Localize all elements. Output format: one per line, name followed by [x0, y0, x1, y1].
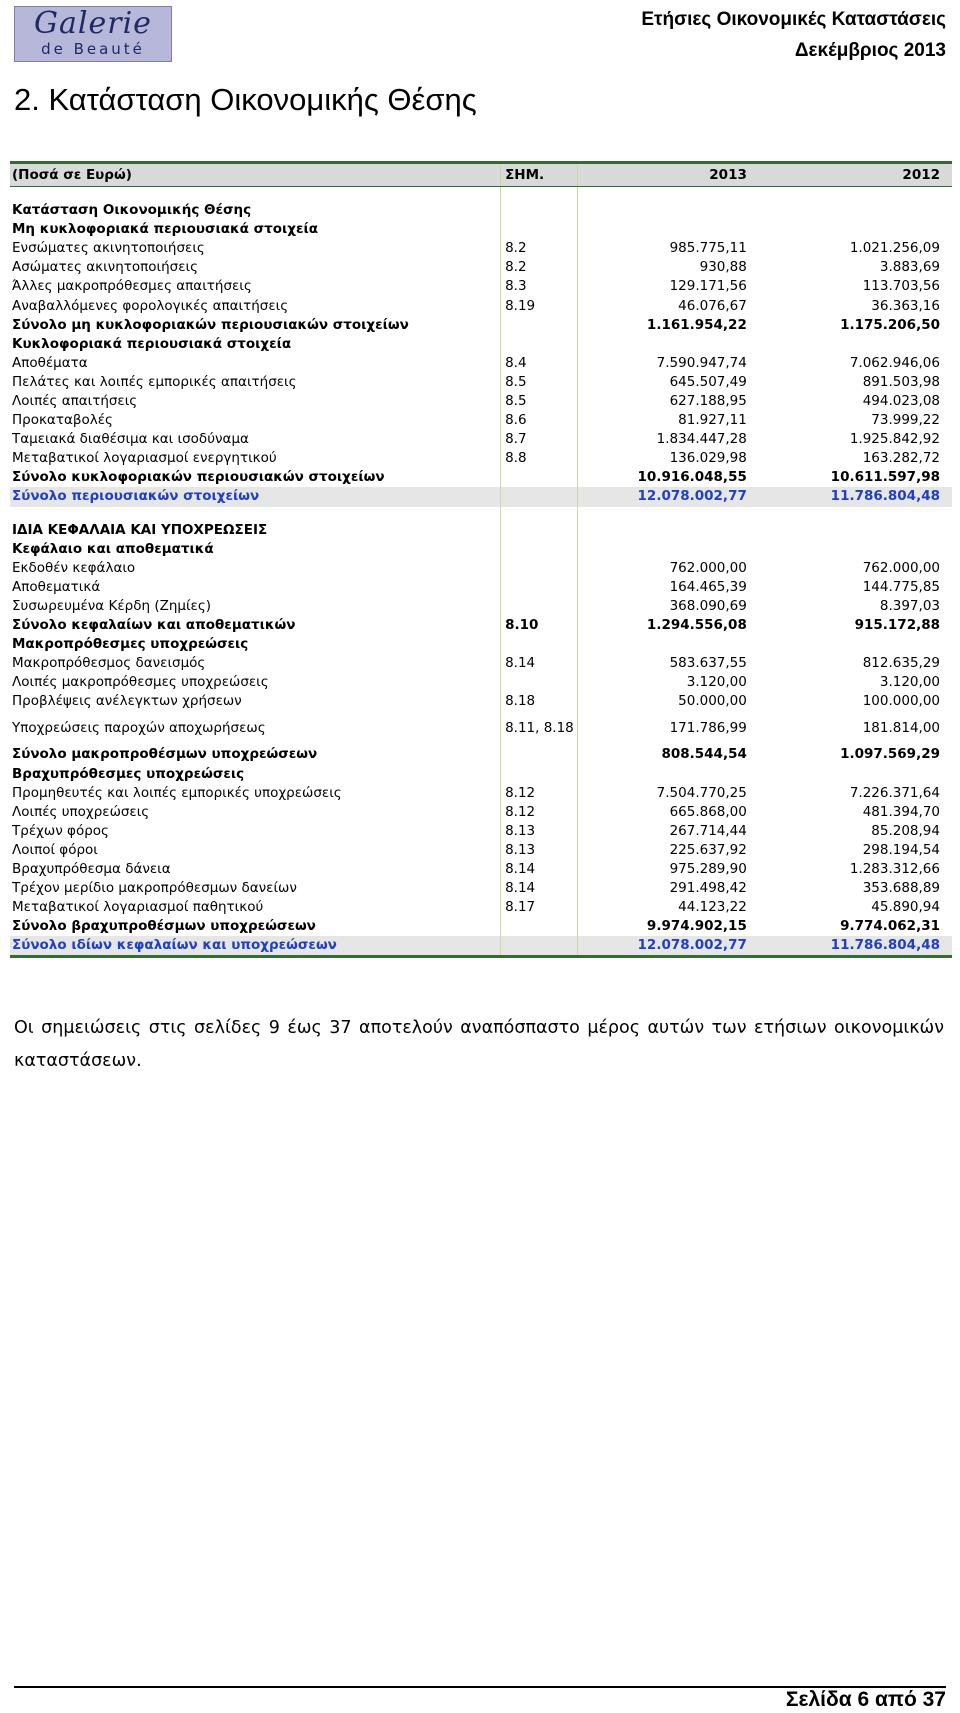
row-note	[501, 540, 578, 559]
header-year-2012: 2012	[759, 163, 952, 187]
section-title: 2. Κατάσταση Οικονομικής Θέσης	[14, 82, 477, 117]
row-value-2013: 44.123,22	[678, 899, 747, 916]
row-value-2012: 481.394,70	[862, 803, 940, 820]
row-value-2013: 930,88	[699, 259, 747, 276]
row-value-2012: 1.175.206,50	[840, 316, 940, 333]
row-note: 8.10	[501, 616, 578, 635]
table-row	[10, 803, 952, 822]
table-row	[10, 258, 952, 277]
row-value-2013: 291.498,42	[669, 880, 747, 897]
row-label: Πελάτες και λοιπές εμπορικές απαιτήσεις	[12, 373, 297, 390]
row-note: 8.13	[501, 822, 578, 841]
row-value-2013: 627.188,95	[669, 392, 747, 409]
table-row	[10, 936, 952, 957]
table-row	[10, 468, 952, 487]
row-value-2013	[577, 220, 758, 239]
table-row	[10, 354, 952, 373]
row-value-2013: 12.078.002,77	[577, 936, 758, 957]
row-label: Βραχυπρόθεσμες υποχρεώσεις	[12, 765, 245, 782]
row-note: 8.13	[501, 841, 578, 860]
row-note	[501, 765, 578, 784]
row-label: Σύνολο μη κυκλοφοριακών περιουσιακών στοιχείων	[12, 316, 409, 333]
logo-line2: de Beauté	[41, 40, 145, 58]
table-row	[10, 822, 952, 841]
row-value-2013: 1.161.954,22	[646, 316, 747, 333]
table-row	[10, 616, 952, 635]
row-value-2012	[759, 521, 952, 540]
row-label: Σύνολο βραχυπροθέσμων υποχρεώσεων	[12, 918, 316, 935]
row-value-2012	[759, 335, 952, 354]
row-value-2013: 129.171,56	[669, 278, 747, 295]
row-label: Λοιπές μακροπρόθεσμες υποχρεώσεις	[12, 674, 269, 691]
row-label: Τρέχον μερίδιο μακροπρόθεσμων δανείων	[12, 880, 297, 897]
row-value-2012: 915.172,88	[854, 617, 940, 634]
row-value-2012: 1.021.256,09	[849, 240, 940, 257]
row-note: 8.11, 8.18	[501, 711, 578, 745]
table-row	[10, 540, 952, 559]
footnote: Οι σημειώσεις στις σελίδες 9 έως 37 αποτελούν αναπόσπαστο μέρος αυτών των ετήσιων οικονομικών καταστάσεων.	[14, 1018, 944, 1071]
row-label: Λοιποί φόροι	[12, 841, 98, 858]
table-row	[10, 597, 952, 616]
spacer-row	[10, 187, 952, 202]
row-value-2012: 113.703,56	[862, 278, 940, 295]
row-note: 8.19	[501, 296, 578, 315]
row-label: Μεταβατικοί λογαριασμοί ενεργητικού	[12, 450, 277, 467]
row-note: 8.6	[501, 411, 578, 430]
row-value-2012: 762.000,00	[862, 559, 940, 576]
row-value-2012: 11.786.804,48	[759, 936, 952, 957]
row-value-2012: 298.194,54	[862, 841, 940, 858]
table-row	[10, 335, 952, 354]
table-row	[10, 521, 952, 540]
row-value-2013	[577, 765, 758, 784]
row-value-2013	[577, 635, 758, 654]
row-value-2013	[577, 335, 758, 354]
row-value-2013	[577, 540, 758, 559]
row-note: 8.5	[501, 373, 578, 392]
row-label: Σύνολο μακροπροθέσμων υποχρεώσεων	[12, 746, 318, 763]
logo-line1: Galerie	[34, 6, 152, 41]
table-row	[10, 917, 952, 936]
row-value-2012	[759, 220, 952, 239]
row-note: 8.14	[501, 879, 578, 898]
row-note	[501, 316, 578, 335]
row-label: Προκαταβολές	[12, 412, 113, 429]
row-value-2012	[759, 635, 952, 654]
row-value-2012: 10.611.597,98	[830, 469, 940, 486]
table-row	[10, 239, 952, 258]
row-value-2013: 762.000,00	[669, 559, 747, 576]
row-value-2013: 50.000,00	[678, 693, 747, 710]
row-value-2012: 1.097.569,29	[840, 746, 940, 763]
row-label: Λοιπές απαιτήσεις	[12, 392, 138, 409]
row-note	[501, 635, 578, 654]
row-note: 8.5	[501, 392, 578, 411]
row-label: Υποχρεώσεις παροχών αποχωρήσεως	[12, 719, 266, 736]
row-value-2013: 225.637,92	[669, 841, 747, 858]
row-label: Μακροπρόθεσμος δανεισμός	[12, 655, 206, 672]
row-note: 8.3	[501, 277, 578, 296]
row-value-2012: 7.226.371,64	[849, 784, 940, 801]
row-value-2013: 81.927,11	[678, 412, 747, 429]
table-row	[10, 411, 952, 430]
table-row	[10, 692, 952, 711]
financial-position-table	[10, 161, 952, 958]
table-row	[10, 277, 952, 296]
row-label: Κατάσταση Οικονομικής Θέσης	[12, 202, 252, 219]
document-title: Ετήσιες Οικονομικές Καταστάσεις	[641, 9, 946, 30]
row-note	[501, 468, 578, 487]
row-value-2013: 975.289,90	[669, 861, 747, 878]
document-date: Δεκέμβριος 2013	[794, 40, 946, 61]
row-value-2013: 164.465,39	[669, 578, 747, 595]
row-note	[501, 220, 578, 239]
table-row	[10, 841, 952, 860]
table-row	[10, 654, 952, 673]
document-header	[641, 4, 946, 66]
row-note: 8.2	[501, 239, 578, 258]
row-value-2013: 12.078.002,77	[577, 487, 758, 506]
row-label: Βραχυπρόθεσμα δάνεια	[12, 861, 171, 878]
row-label: Σύνολο ιδίων κεφαλαίων και υποχρεώσεων	[10, 936, 501, 957]
row-value-2013: 136.029,98	[669, 450, 747, 467]
row-label: Λοιπές υποχρεώσεις	[12, 803, 150, 820]
row-label: Σύνολο περιουσιακών στοιχείων	[10, 487, 501, 506]
table-row	[10, 765, 952, 784]
row-label: Κεφάλαιο και αποθεματικά	[12, 540, 214, 557]
table-header-row	[10, 163, 952, 187]
row-value-2012: 8.397,03	[879, 597, 940, 614]
header-amounts-label: (Ποσά σε Ευρώ)	[10, 163, 501, 187]
row-label: Άλλες μακροπρόθεσμες απαιτήσεις	[12, 278, 252, 295]
table-row	[10, 201, 952, 220]
row-value-2012: 1.925.842,92	[849, 431, 940, 448]
table-row	[10, 373, 952, 392]
table-row	[10, 559, 952, 578]
row-value-2012: 3.883,69	[879, 259, 940, 276]
row-value-2012: 812.635,29	[862, 655, 940, 672]
row-label: Μη κυκλοφοριακά περιουσιακά στοιχεία	[12, 221, 319, 238]
row-value-2012: 494.023,08	[862, 392, 940, 409]
row-value-2013: 9.974.902,15	[646, 918, 747, 935]
table-row	[10, 316, 952, 335]
row-label: Σύνολο κεφαλαίων και αποθεματικών	[12, 617, 296, 634]
row-value-2012: 11.786.804,48	[759, 487, 952, 506]
row-value-2013: 10.916.048,55	[637, 469, 747, 486]
table-row	[10, 578, 952, 597]
row-note	[501, 521, 578, 540]
row-value-2013: 645.507,49	[669, 373, 747, 390]
row-label: Σύνολο κυκλοφοριακών περιουσιακών στοιχείων	[12, 469, 385, 486]
row-note	[501, 673, 578, 692]
row-note	[501, 917, 578, 936]
row-value-2013: 171.786,99	[669, 719, 747, 736]
row-value-2012: 100.000,00	[862, 693, 940, 710]
row-label: Προβλέψεις ανέλεγκτων χρήσεων	[12, 693, 242, 710]
row-label: Ταμειακά διαθέσιμα και ισοδύναμα	[12, 431, 249, 448]
company-logo	[14, 6, 172, 62]
row-value-2012: 353.688,89	[862, 880, 940, 897]
row-value-2013: 808.544,54	[661, 746, 747, 763]
row-note	[501, 201, 578, 220]
row-value-2013: 46.076,67	[678, 297, 747, 314]
row-note: 8.12	[501, 784, 578, 803]
row-value-2013: 267.714,44	[669, 822, 747, 839]
row-label: Εκδοθέν κεφάλαιο	[12, 559, 136, 576]
row-label: Αναβαλλόμενες φορολογικές απαιτήσεις	[12, 297, 289, 314]
row-value-2012: 144.775,85	[862, 578, 940, 595]
row-note: 8.17	[501, 898, 578, 917]
row-value-2012: 181.814,00	[862, 719, 940, 736]
row-value-2013: 3.120,00	[686, 674, 747, 691]
row-value-2012: 36.363,16	[871, 297, 940, 314]
row-note	[501, 597, 578, 616]
row-label: Ασώματες ακινητοποιήσεις	[12, 259, 198, 276]
row-note: 8.14	[501, 860, 578, 879]
row-label: ΙΔΙΑ ΚΕΦΑΛΑΙΑ ΚΑΙ ΥΠΟΧΡΕΩΣΕΙΣ	[12, 521, 268, 538]
row-value-2013	[577, 201, 758, 220]
row-note	[501, 936, 578, 957]
row-value-2012: 7.062.946,06	[849, 354, 940, 371]
row-label: Αποθέματα	[12, 354, 88, 371]
table-row	[10, 745, 952, 764]
table-row	[10, 296, 952, 315]
row-note	[501, 559, 578, 578]
row-note: 8.14	[501, 654, 578, 673]
table-row	[10, 220, 952, 239]
row-value-2012: 9.774.062,31	[840, 918, 940, 935]
row-value-2012	[759, 765, 952, 784]
table-row	[10, 879, 952, 898]
table-row	[10, 487, 952, 506]
row-value-2013: 1.294.556,08	[646, 617, 747, 634]
table-row	[10, 449, 952, 468]
page-number: Σελίδα 6 από 37	[785, 1688, 946, 1711]
header-note: ΣΗΜ.	[501, 163, 578, 187]
table-row	[10, 898, 952, 917]
row-value-2012: 891.503,98	[862, 373, 940, 390]
table-row	[10, 635, 952, 654]
row-value-2013: 368.090,69	[669, 597, 747, 614]
table-row	[10, 392, 952, 411]
header-year-2013: 2013	[577, 163, 758, 187]
table-row	[10, 430, 952, 449]
row-value-2012: 1.283.312,66	[849, 861, 940, 878]
row-value-2013: 985.775,11	[669, 240, 747, 257]
table-row	[10, 711, 952, 745]
row-value-2012: 3.120,00	[879, 674, 940, 691]
row-label: Ενσώματες ακινητοποιήσεις	[12, 240, 205, 257]
table-row	[10, 784, 952, 803]
row-value-2012	[759, 201, 952, 220]
table-row	[10, 673, 952, 692]
row-label: Κυκλοφοριακά περιουσιακά στοιχεία	[12, 335, 292, 352]
row-value-2013: 7.504.770,25	[656, 784, 747, 801]
row-value-2012: 45.890,94	[871, 899, 940, 916]
row-value-2013	[577, 521, 758, 540]
row-note: 8.7	[501, 430, 578, 449]
row-note: 8.12	[501, 803, 578, 822]
row-note	[501, 487, 578, 506]
row-note: 8.4	[501, 354, 578, 373]
row-value-2012: 85.208,94	[871, 822, 940, 839]
row-note: 8.18	[501, 692, 578, 711]
row-value-2013: 665.868,00	[669, 803, 747, 820]
spacer-row	[10, 507, 952, 521]
row-label: Αποθεματικά	[12, 578, 101, 595]
row-label: Τρέχων φόρος	[12, 822, 109, 839]
row-label: Προμηθευτές και λοιπές εμπορικές υποχρεώσεις	[12, 784, 342, 801]
row-value-2013: 1.834.447,28	[656, 431, 747, 448]
row-note: 8.2	[501, 258, 578, 277]
row-value-2012	[759, 540, 952, 559]
row-note	[501, 745, 578, 764]
table-row	[10, 860, 952, 879]
row-label: Συσωρευμένα Κέρδη (Ζημίες)	[12, 597, 212, 614]
row-value-2013: 583.637,55	[669, 655, 747, 672]
row-label: Μεταβατικοί λογαριασμοί παθητικού	[12, 899, 264, 916]
row-note: 8.8	[501, 449, 578, 468]
row-note	[501, 335, 578, 354]
row-label: Μακροπρόθεσμες υποχρεώσεις	[12, 636, 249, 653]
row-value-2012: 73.999,22	[871, 412, 940, 429]
row-note	[501, 578, 578, 597]
row-value-2012: 163.282,72	[862, 450, 940, 467]
row-value-2013: 7.590.947,74	[656, 354, 747, 371]
